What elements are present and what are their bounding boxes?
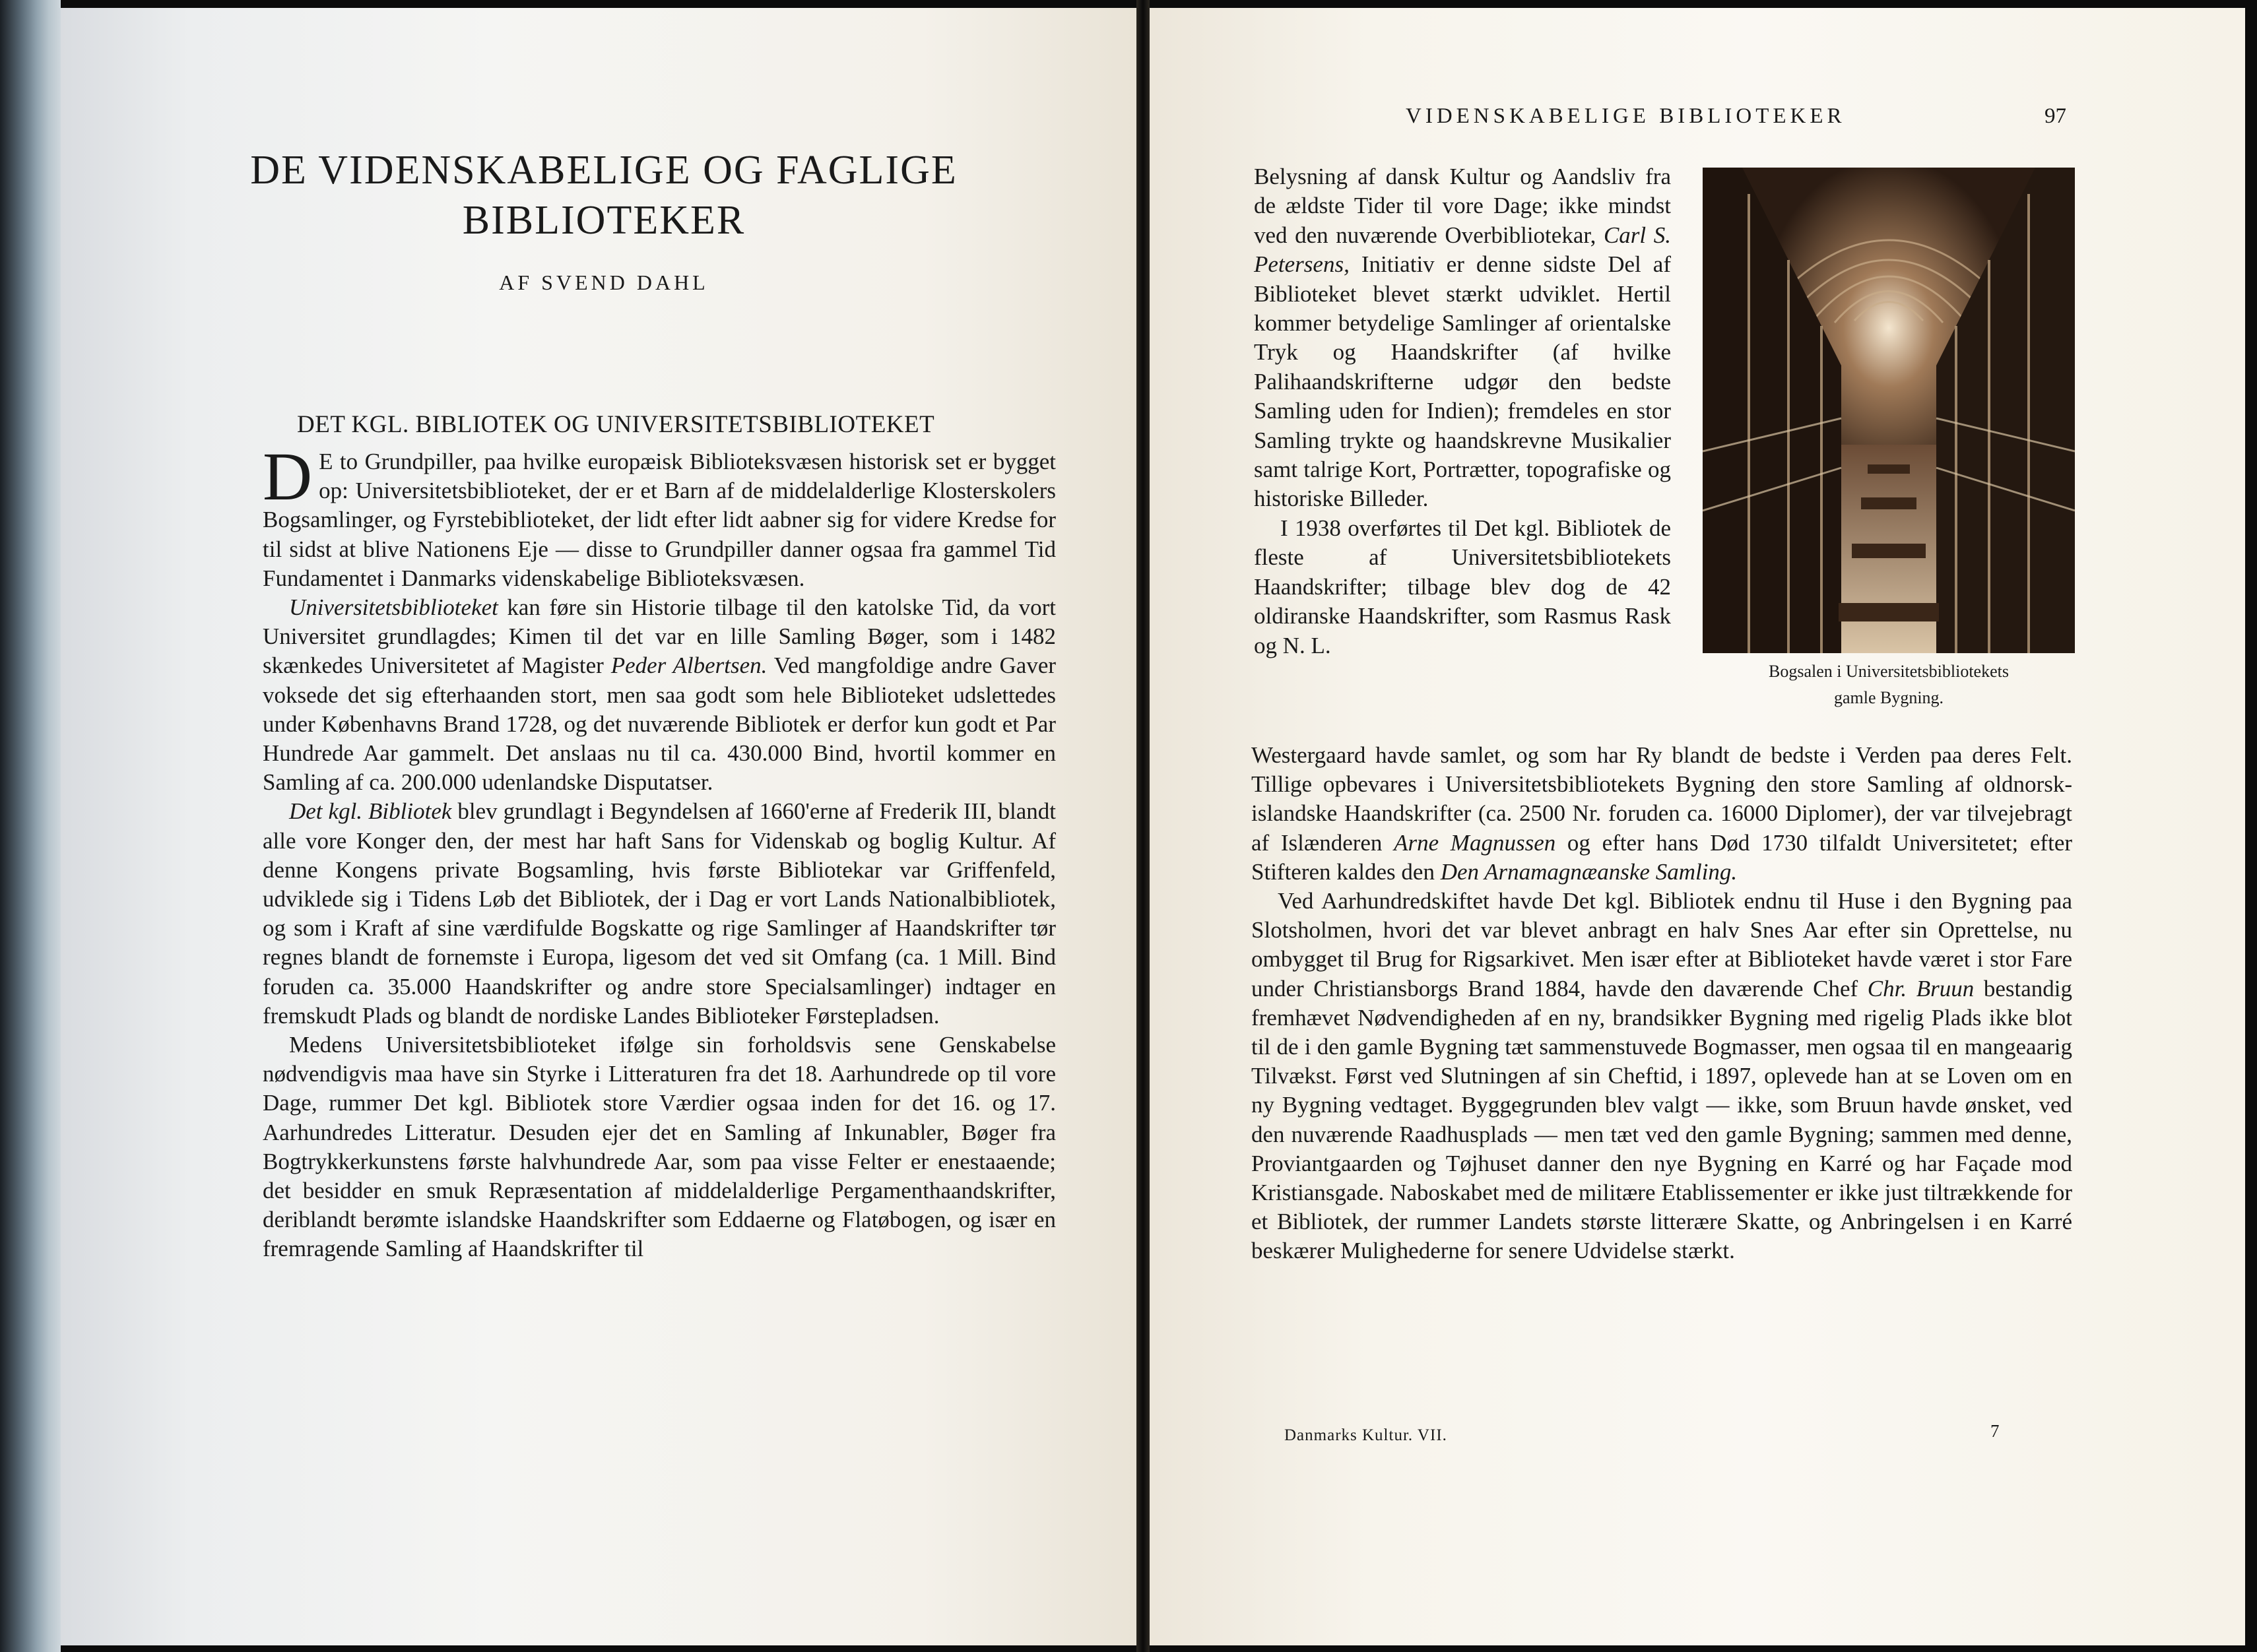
author-byline: AF SVEND DAHL <box>499 270 709 294</box>
right-column-text <box>1254 162 1671 660</box>
paragraph-wide-1: Westergaard havde samlet, og som har Ry blandt de bedste i Verden paa deres Felt. Tillige opbevares i Universitetsbibliotekets Bygning den store Samling af oldnorsk-islandske Haandskrifter (ca. 2500 Nr. foruden ca. 16000 Diplomer), der var tilvejebragt af Islænderen Arne Magnussen og efter hans Død 1730 tilfaldt Universitetet; efter Stifteren kaldes den Den Arnamagnæanske Samling. <box>1251 742 2073 885</box>
section-heading: DET KGL. BIBLIOTEK OG UNIVERSITETSBIBLIOTEKET <box>297 411 935 438</box>
paragraph-3: Det kgl. Bibliotek blev grundlagt i Begyndelsen af 1660'erne af Frederik III, blandt alle vore Konger den, der mest har haft Sans for Videnskab og boglig Kultur. Af denne Kongens private Bogsamling, hvis første Bibliotekar var Griffenfeld, udviklede sig i Tidens Løb det Bibliotek, der i Dag er vort Lands Nationalbibliotek, og som i Kraft af sine værdifulde Bogskatte og rige Samlinger af Haandskrifter tør regnes blandt de fornemste i Europa, ligesom det ved sit Omfang (ca. 1 Mill. Bind foruden ca. 35.000 Haandskrifter og andre store Specialsamlinger) indtager en fremskudt Plads og blandt de nordiske Landes Biblioteker Førstepladsen. <box>263 798 1057 1029</box>
paragraph-col-1: Belysning af dansk Kultur og Aandsliv fra de ældste Tider til vore Dage; ikke mindst ved den nuværende Overbibliotekar, Carl S. Petersens, Initiativ er denne sidste Del af Biblioteket blevet stærkt udviklet. Hertil kommer betydelige Samlinger af orientalske Tryk og Haandskrifter (af hvilke Palihaandskrifterne udgør den bedste Samling uden for Indien); fremdeles en stor Samling trykte og haandskrevne Musikalier samt talrige Kort, Portrætter, topografiske og historiske Billeder. <box>1254 164 1671 512</box>
book-spine <box>1136 0 1150 1652</box>
page-number: 97 <box>2044 104 2066 128</box>
paragraph-1: D E to Grundpiller, paa hvilke europæisk Biblioteksvæsen historisk set er bygget op: Universitetsbiblioteket, der er et Barn af de middelalderlige Klosterskolers Bogsamlinger, og Fyrstebiblioteket, der lidt efter lidt aabner sig for videre Kredse for til sidst at blive Nationens Eje — disse to Grundpiller danner ogsaa fra gammel Tid Fundamentet i Danmarks videnskabelige Biblioteksvæsen. <box>263 439 1056 591</box>
caption-line-1: Bogsalen i Universitetsbibliotekets <box>1769 662 2009 681</box>
article-title-line-2: BIBLIOTEKER <box>462 198 746 243</box>
footer-signature: Danmarks Kultur. VII. <box>1284 1426 1447 1444</box>
drop-cap: D <box>263 439 313 515</box>
right-body-text <box>1251 741 2072 1266</box>
running-head: VIDENSKABELIGE BIBLIOTEKER <box>1406 104 1846 128</box>
library-hall-photo <box>1703 168 2075 653</box>
footer-sheet-number: 7 <box>1990 1421 2000 1441</box>
left-body-text <box>263 439 1057 1264</box>
paragraph-2: Universitetsbiblioteket kan føre sin Historie tilbage til den katolske Tid, da vort Universitet grundlagdes; Kimen til det var en lille Samling Bøger, som i 1482 skænkedes Universitetet af Magister Peder Albertsen. Ved mangfoldige andre Gaver voksede det sig efterhaanden stort, men saa godt som hele Biblioteket udslettedes under Københavns Brand 1728, og det nuværende Bibliotek er derfor kun godt et Par Hundrede Aar gammelt. Det anslaas nu til ca. 430.000 Bind, hvortil kommer en Samling af ca. 200.000 udenlandske Disputatser. <box>263 594 1057 796</box>
paragraph-wide-2: Ved Aarhundredskiftet havde Det kgl. Bibliotek endnu til Huse i den Bygning paa Slotsholmen, hvori det var blevet anbragt en halv Snes Aar efter sin Oprettelse, nu ombygget til Brug for Rigsarkivet. Men især efter at Biblioteket havde været i stor Fare under Christiansborgs Brand 1884, havde den daværende Chef Chr. Bruun bestandig fremhævet Nødvendigheden af en ny, brandsikker Bygning med rigelig Plads ikke blot til de i den gamle Bygning tæt sammenstuvede Bogmasser, men ogsaa til en mangeaarig Tilvækst. Først ved Slutningen af sin Cheftid, i 1897, oplevede han at se Loven om en ny Bygning vedtaget. Byggegrunden blev valgt — ikke, som Bruun havde ønsket, ved den nuværende Raadhusplads — men tæt ved den gamle Bygning; sammen med denne, Proviantgaarden og Tøjhuset danner den nye Bygning en Karré og har Façade mod Kristiansgade. Naboskabet med de militære Etablissementer er ikke just tiltrækkende for et Bibliotek, der rummer Landets største litterære Skatte, og Anbringelsen i en Karré beskærer Mulighederne for senere Udvidelse stærkt. <box>1251 888 2073 1264</box>
book-page-edges <box>0 0 61 1652</box>
paragraph-col-2: I 1938 overførtes til Det kgl. Bibliotek de fleste af Universitetsbibliotekets Haandskrifter; tilbage blev dog de 42 oldiranske Haandskrifter, som Rasmus Rask og N. L. <box>1254 515 1671 658</box>
paragraph-4: Medens Universitetsbiblioteket ifølge sin forholdsvis sene Genskabelse nødvendigvis maa have sin Styrke i Litteraturen fra det 18. Aarhundrede op til vore Dage, rummer Det kgl. Bibliotek store Værdier ogsaa inden for det 16. og 17. Aarhundredes Litteratur. Desuden ejer det en Samling af Inkunabler, Bøger fra Bogtrykkerkunstens første halvhundrede Aar, som paa visse Felter er enestaaende; det besidder en smuk Repræsentation af middelalderlige Pergamenthaandskrifter, deriblandt berømte islandske Haandskrifter som Eddaerne og Flatøbogen, og især en fremragende Samling af Haandskrifter til <box>263 1032 1056 1262</box>
article-title-line-1: DE VIDENSKABELIGE OG FAGLIGE <box>250 148 958 193</box>
article-title <box>198 145 1010 245</box>
figure-caption <box>1696 658 2081 711</box>
caption-line-2: gamle Bygning. <box>1833 688 1944 707</box>
